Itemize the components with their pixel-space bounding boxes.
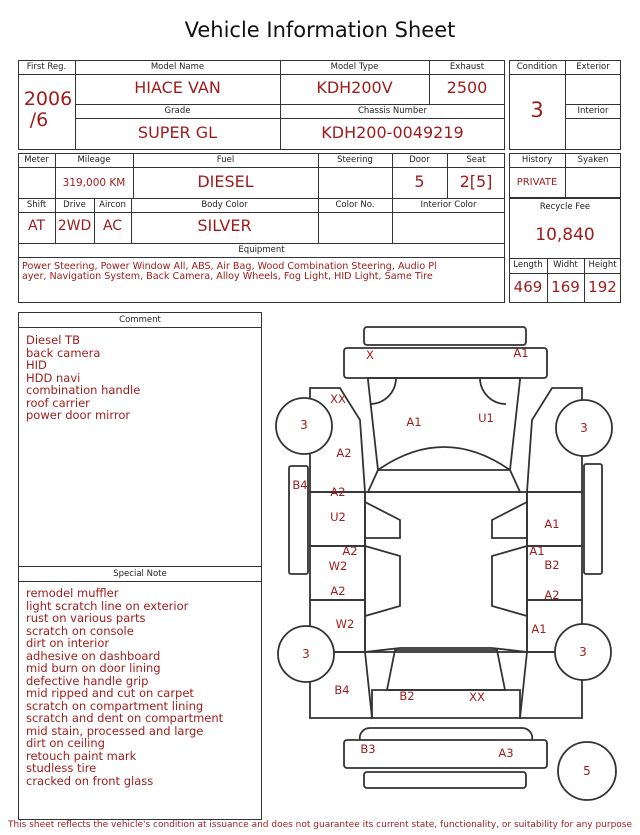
height-value: 192 <box>588 278 617 296</box>
damage-mark: A3 <box>498 746 514 760</box>
special-note-item: mid stain, processed and large <box>26 723 204 738</box>
comment-item: back camera <box>26 345 101 360</box>
tire-grade: 3 <box>579 645 587 659</box>
special-note-item: mid ripped and cut on carpet <box>26 686 194 700</box>
width-label: Widht <box>553 260 578 270</box>
recycle-value: 10,840 <box>535 225 595 245</box>
footer-disclaimer: This sheet reflects the vehicle's condition at issuance and does not guarantee its current state, functionality, or suitability for any purpose <box>7 820 633 830</box>
shift-value: AT <box>27 218 46 234</box>
door-value: 5 <box>414 172 425 191</box>
tire-front-right <box>556 400 612 456</box>
comment-item: HID <box>26 358 47 372</box>
shift-label: Shift <box>26 200 47 210</box>
tire-grade: 3 <box>580 421 588 435</box>
syaken-label: Syaken <box>577 155 609 165</box>
damage-mark: A1 <box>544 517 560 531</box>
damage-mark: A2 <box>342 544 358 558</box>
history-value: PRIVATE <box>516 177 558 188</box>
damage-mark: A1 <box>531 622 547 636</box>
tire-grade: 5 <box>583 764 591 778</box>
mileage-label: Mileage <box>77 155 111 165</box>
first-reg-year: 2006 <box>23 88 73 110</box>
width-value: 169 <box>551 278 580 296</box>
damage-mark: A2 <box>544 588 560 602</box>
grade-label: Grade <box>164 106 191 116</box>
grade-value: SUPER GL <box>137 123 218 142</box>
comment-item: power door mirror <box>26 408 131 422</box>
drive-label: Drive <box>63 200 86 210</box>
model-name-value: HIACE VAN <box>134 78 221 97</box>
first-reg-label: First Reg. <box>26 62 67 72</box>
damage-mark: B2 <box>544 558 560 572</box>
seat-value: 2[5] <box>459 172 493 191</box>
special-note-item: remodel muffler <box>26 586 119 600</box>
tire-grade: 3 <box>302 647 310 661</box>
mileage-value: 319,000 KM <box>62 177 126 189</box>
drive-value: 2WD <box>57 218 92 234</box>
length-label: Length <box>513 260 543 270</box>
special-note-item: mid burn on door lining <box>26 661 161 675</box>
aircon-value: AC <box>102 218 123 234</box>
special-note-item: light scratch line on exterior <box>26 598 189 613</box>
length-value: 469 <box>513 278 543 296</box>
equipment-line-2: ayer, Navigation System, Back Camera, Alloy Wheels, Fog Light, HID Light, Same Tire <box>22 271 433 282</box>
damage-mark: X <box>366 348 374 362</box>
damage-mark: A1 <box>513 346 529 360</box>
damage-mark: A2 <box>330 584 346 598</box>
tire-spare <box>558 742 616 800</box>
meter-label: Meter <box>24 155 49 165</box>
special-note-item: defective handle grip <box>26 673 149 688</box>
chassis-label: Chassis Number <box>357 106 428 116</box>
body-color-value: SILVER <box>197 216 252 235</box>
damage-mark: A1 <box>529 544 545 558</box>
color-no-label: Color No. <box>335 200 375 210</box>
fuel-value: DIESEL <box>197 172 254 191</box>
damage-mark: A2 <box>330 485 346 499</box>
exhaust-value: 2500 <box>446 78 488 97</box>
damage-mark: U2 <box>330 510 346 524</box>
condition-label: Condition <box>516 62 558 72</box>
damage-mark: B4 <box>334 683 350 697</box>
steering-label: Steering <box>337 155 373 165</box>
fuel-label: Fuel <box>216 155 235 165</box>
damage-mark: B3 <box>360 742 376 756</box>
damage-mark: W2 <box>328 559 348 573</box>
exterior-label: Exterior <box>576 62 610 72</box>
condition-value: 3 <box>530 98 544 122</box>
seat-label: Seat <box>466 155 486 165</box>
special-note-item: studless tire <box>26 761 97 775</box>
special-note-item: dirt on interior <box>26 636 110 650</box>
special-note-item: scratch and dent on compartment <box>26 711 224 725</box>
model-type-value: KDH200V <box>316 78 393 97</box>
recycle-label: Recycle Fee <box>539 202 591 212</box>
damage-mark: B4 <box>292 478 308 492</box>
comment-item: roof carrier <box>26 395 90 410</box>
height-label: Height <box>588 260 617 270</box>
special-note-item: adhesive on dashboard <box>26 648 161 663</box>
damage-mark: B2 <box>399 689 415 703</box>
special-note-item: dirt on ceiling <box>26 736 105 750</box>
equipment-line-1: Power Steering, Power Window All, ABS, Air Bag, Wood Combination Steering, Audio Pl <box>22 261 437 272</box>
page-title: Vehicle Information Sheet <box>184 18 456 42</box>
model-name-label: Model Name <box>150 62 205 72</box>
exhaust-label: Exhaust <box>449 62 485 72</box>
history-label: History <box>521 155 553 165</box>
comment-item: Diesel TB <box>26 333 80 347</box>
special-note-item: scratch on compartment lining <box>26 698 204 713</box>
special-note-item: rust on various parts <box>26 611 146 625</box>
special-note-label: Special Note <box>113 569 167 579</box>
special-note-item: retouch paint mark <box>26 748 137 763</box>
damage-mark: XX <box>469 690 485 704</box>
aircon-label: Aircon <box>99 200 126 210</box>
damage-mark: A1 <box>406 415 422 429</box>
door-label: Door <box>409 155 430 165</box>
damage-mark: U1 <box>478 411 494 425</box>
car-outline <box>289 327 602 788</box>
tire-grade: 3 <box>300 418 308 432</box>
equipment-label: Equipment <box>238 245 285 255</box>
damage-mark: XX <box>330 392 346 406</box>
special-note-item: cracked on front glass <box>26 773 154 788</box>
comment-item: HDD navi <box>26 370 81 385</box>
special-note-item: scratch on console <box>26 623 134 638</box>
tire-rear-left <box>278 626 334 682</box>
chassis-value: KDH200-0049219 <box>321 123 464 142</box>
interior-label: Interior <box>577 106 609 116</box>
interior-color-label: Interior Color <box>420 200 477 210</box>
tire-front-left <box>276 398 332 454</box>
tire-rear-right <box>555 624 611 680</box>
body-color-label: Body Color <box>201 200 248 210</box>
damage-mark: A2 <box>336 446 352 460</box>
comment-item: combination handle <box>26 383 141 397</box>
model-type-label: Model Type <box>330 62 379 72</box>
comment-label: Comment <box>119 315 161 325</box>
damage-mark: W2 <box>335 617 355 631</box>
first-reg-month: /6 <box>29 109 49 131</box>
